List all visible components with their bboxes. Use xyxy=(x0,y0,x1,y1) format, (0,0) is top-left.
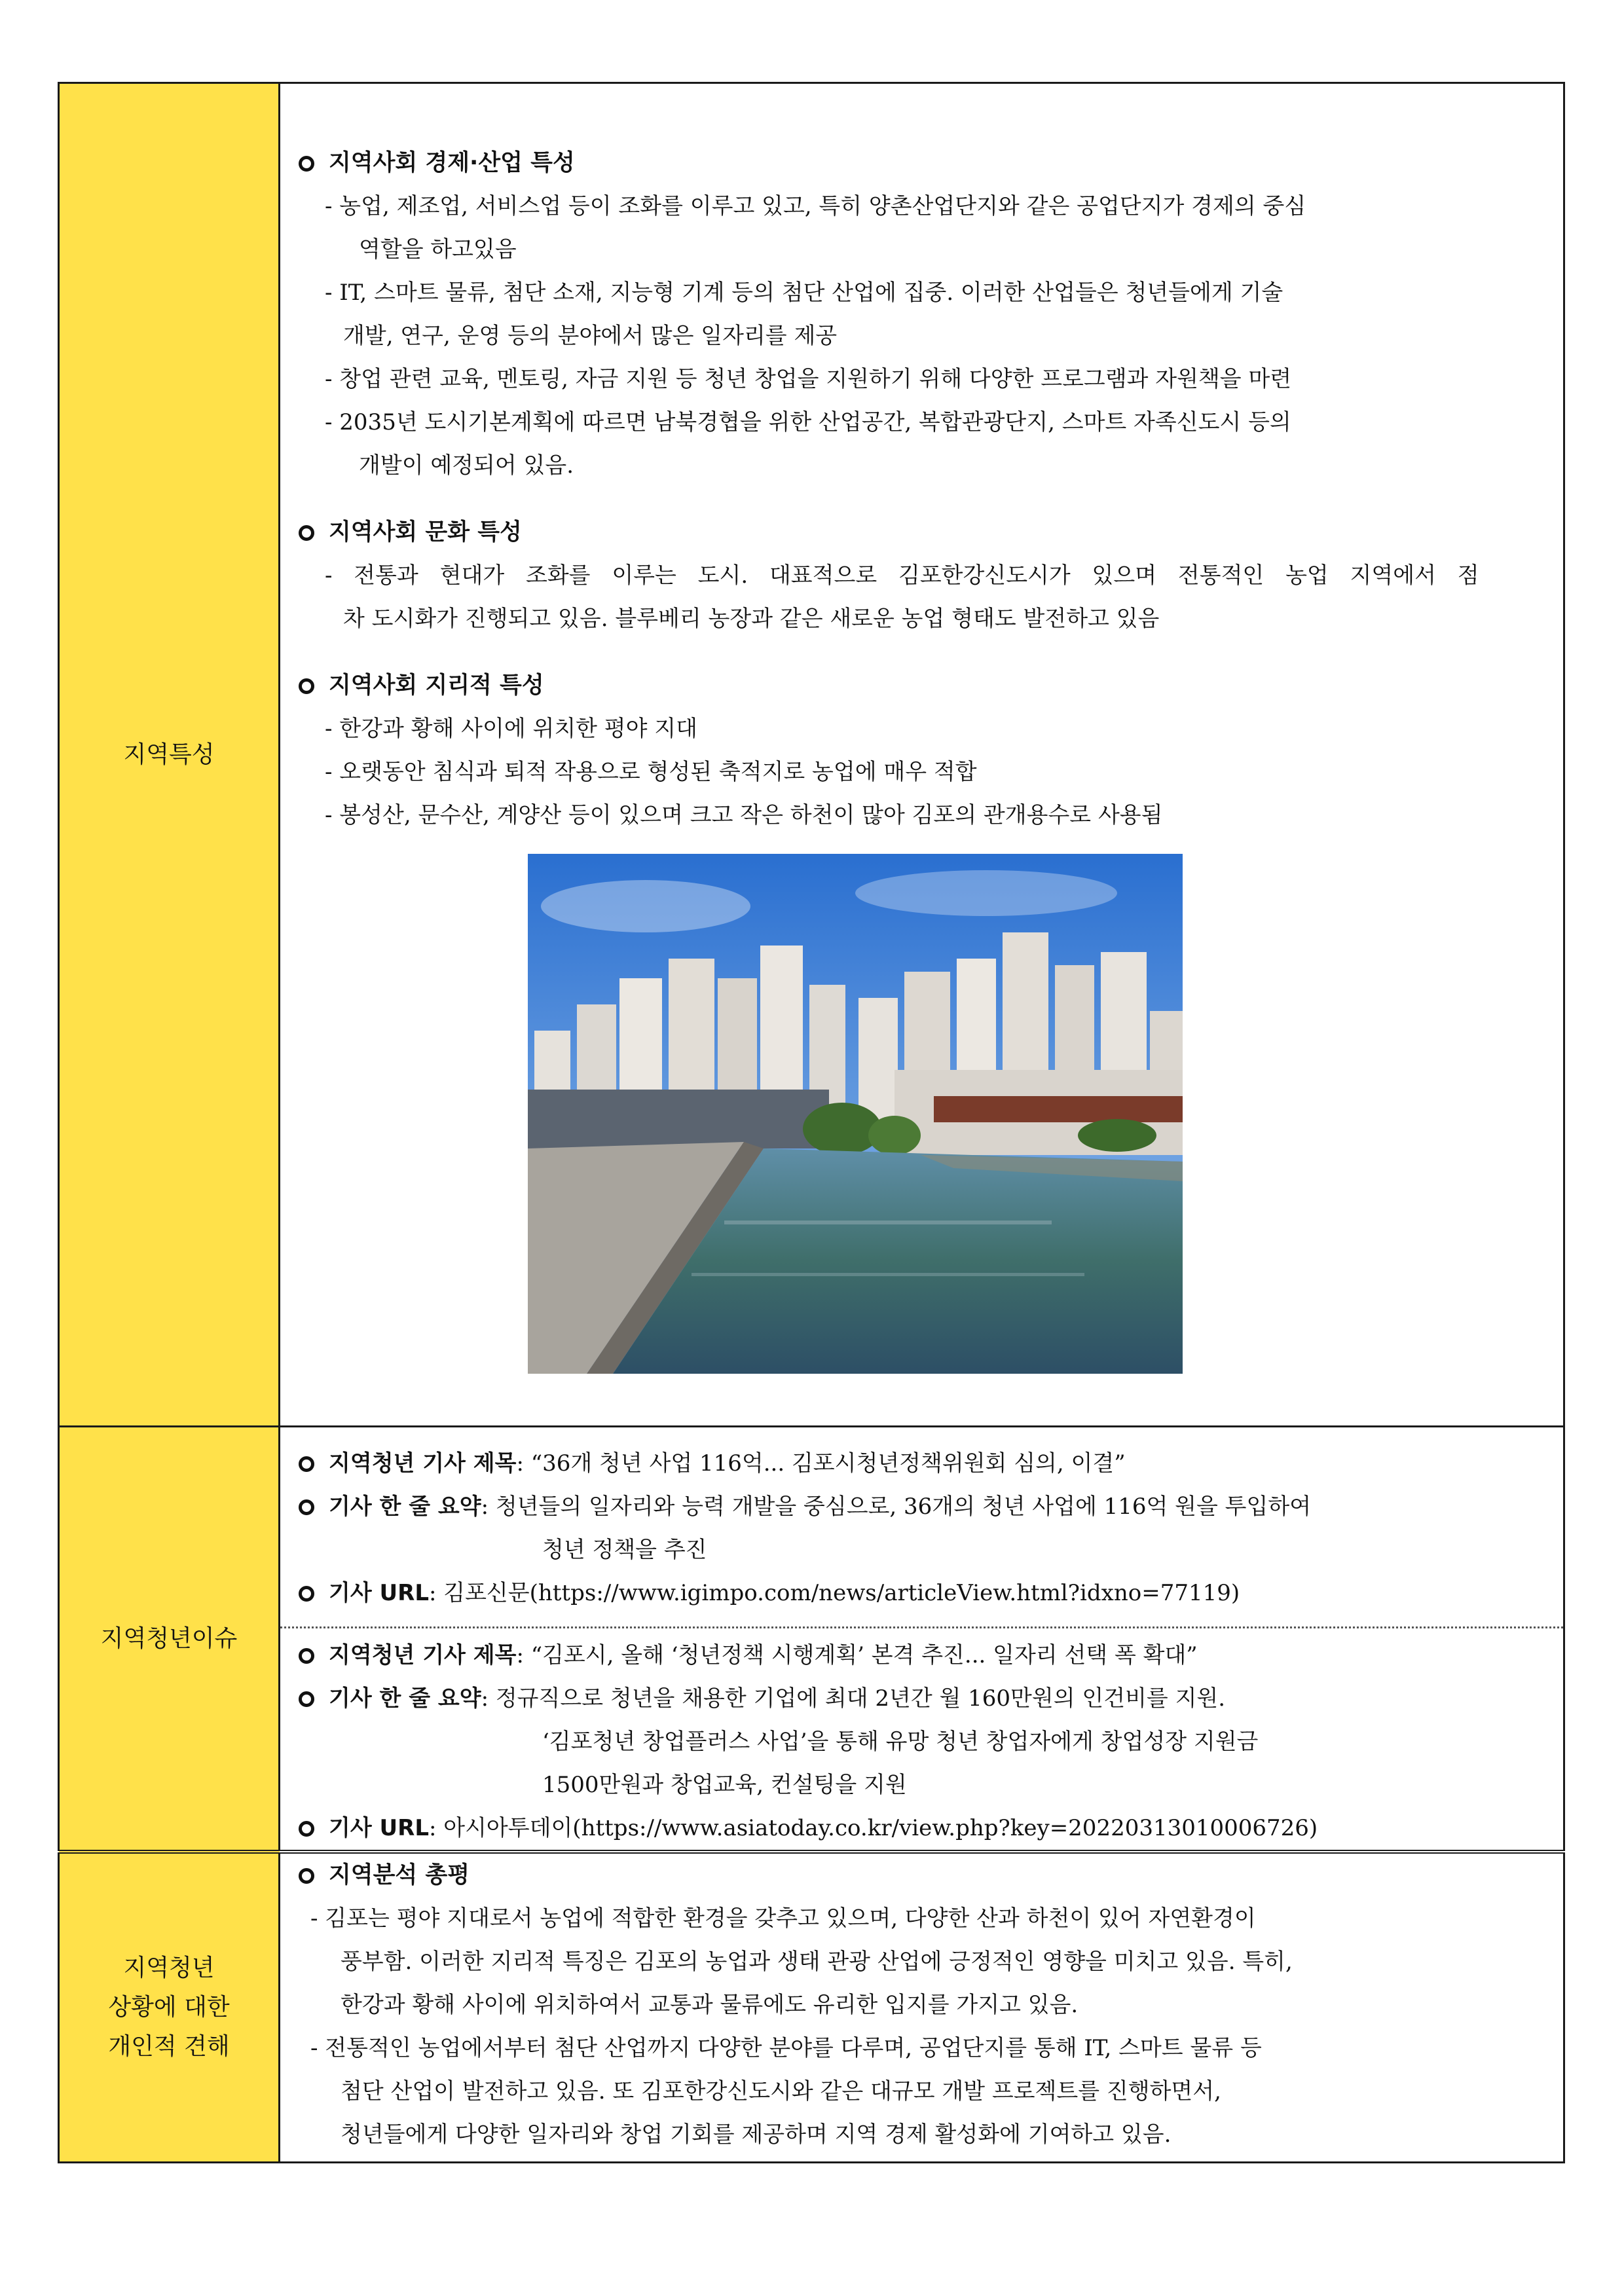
document xyxy=(58,82,1565,2163)
label-youth-issues: 지역청년이슈 xyxy=(59,1427,280,1852)
bullet-circle-icon xyxy=(299,525,314,541)
bullet-circle-icon xyxy=(299,1648,314,1664)
economy-line: - 창업 관련 교육, 멘토링, 자금 지원 등 청년 창업을 지원하기 위해 다양한 프로그램과 자원책을 마련 xyxy=(325,366,1292,392)
geography-line: - 한강과 황해 사이에 위치한 평야 지대 xyxy=(325,716,697,742)
summary-line: - 김포는 평야 지대로서 농업에 적합한 환경을 갖추고 있으며, 다양한 산과 하천이 있어 자연환경이 xyxy=(310,1905,1256,1932)
youth-issues-content xyxy=(280,1427,1564,1852)
summary-line: 풍부함. 이러한 지리적 특징은 김포의 농업과 생태 관광 산업에 긍정적인 영향을 미치고 있음. 특히, xyxy=(341,1949,1293,1975)
summary-line: 청년들에게 다양한 일자리와 창업 기회를 제공하며 지역 경제 활성화에 기여하고 있음. xyxy=(341,2121,1172,2148)
bullet-circle-icon xyxy=(299,1821,314,1837)
bullet-circle-icon xyxy=(299,1868,314,1884)
geography-title: 지역사회 지리적 특성 xyxy=(299,664,1550,707)
article2-summary-cont: ‘김포청년 창업플러스 사업’을 통해 유망 청년 창업자에게 창업성장 지원금 xyxy=(542,1729,1259,1755)
bullet-circle-icon xyxy=(299,1456,314,1472)
culture-line: - 전통과 현대가 조화를 이루는 도시. 대표적으로 김포한강신도시가 있으며 전통적인 농업 지역에서 점 xyxy=(325,562,1479,589)
region-report-table xyxy=(58,82,1565,2163)
article1-summary-cont: 청년 정책을 추진 xyxy=(542,1537,707,1563)
summary-title: 지역분석 총평 xyxy=(299,1854,1550,1897)
label-personal-opinion: 지역청년 상황에 대한 개인적 견해 xyxy=(59,1852,280,2163)
culture-title: 지역사회 문화 특성 xyxy=(299,511,1550,554)
summary-line: 한강과 황해 사이에 위치하여서 교통과 물류에도 유리한 입지를 가지고 있음. xyxy=(341,1992,1079,2018)
bullet-circle-icon xyxy=(299,1499,314,1515)
economy-line: - 2035년 도시기본계획에 따르면 남북경협을 위한 산업공간, 복합관광단지, 스마트 자족신도시 등의 xyxy=(325,409,1291,435)
article2-url[interactable]: 기사 URL: 아시아투데이(https://www.asiatoday.co.kr/view.php?key=20220313010006726) xyxy=(299,1807,1550,1850)
bullet-circle-icon xyxy=(299,156,314,172)
summary-line: 첨단 산업이 발전하고 있음. 또 김포한강신도시와 같은 대규모 개발 프로젝트를 진행하면서, xyxy=(341,2078,1221,2104)
bullet-circle-icon xyxy=(299,1586,314,1602)
bullet-circle-icon xyxy=(299,1691,314,1707)
label-region-characteristics: 지역특성 xyxy=(59,83,280,1427)
summary-line: - 전통적인 농업에서부터 첨단 산업까지 다양한 분야를 다루며, 공업단지를 통해 IT, 스마트 물류 등 xyxy=(310,2035,1262,2061)
personal-opinion-content xyxy=(280,1852,1564,2163)
economy-title: 지역사회 경제·산업 특성 xyxy=(299,141,1550,185)
bullet-circle-icon xyxy=(299,678,314,694)
article2-summary: 기사 한 줄 요약: 정규직으로 청년을 채용한 기업에 최대 2년간 월 160만원의 인건비를 지원. xyxy=(299,1677,1550,1720)
article1-summary: 기사 한 줄 요약: 청년들의 일자리와 능력 개발을 중심으로, 36개의 청년 사업에 116억 원을 투입하여 xyxy=(299,1485,1550,1528)
region-characteristics-content xyxy=(280,83,1564,1427)
article1-url[interactable]: 기사 URL: 김포신문(https://www.igimpo.com/news/articleView.html?idxno=77119) xyxy=(299,1571,1550,1615)
geography-line: - 오랫동안 침식과 퇴적 작용으로 형성된 축적지로 농업에 매우 적합 xyxy=(325,759,977,785)
article2-title: 지역청년 기사 제목: “김포시, 올해 ‘청년정책 시행계획’ 본격 추진... 일자리 선택 폭 확대” xyxy=(299,1634,1550,1677)
article2-summary-cont: 1500만원과 창업교육, 컨설팅을 지원 xyxy=(542,1772,907,1798)
economy-line: 역할을 하고있음 xyxy=(359,236,517,263)
economy-line: - 농업, 제조업, 서비스업 등이 조화를 이루고 있고, 특히 양촌산업단지와 같은 공업단지가 경제의 중심 xyxy=(325,193,1306,219)
economy-line: 개발, 연구, 운영 등의 분야에서 많은 일자리를 제공 xyxy=(343,323,838,349)
gimpo-canal-photo xyxy=(528,854,1183,1374)
economy-line: 개발이 예정되어 있음. xyxy=(359,452,574,479)
culture-line: 차 도시화가 진행되고 있음. 블루베리 농장과 같은 새로운 농업 형태도 발전하고 있음 xyxy=(343,606,1160,632)
economy-line: - IT, 스마트 물류, 첨단 소재, 지능형 기계 등의 첨단 산업에 집중. 이러한 산업들은 청년들에게 기술 xyxy=(325,280,1283,306)
geography-line: - 봉성산, 문수산, 계양산 등이 있으며 크고 작은 하천이 많아 김포의 관개용수로 사용됨 xyxy=(325,802,1163,828)
article1-title: 지역청년 기사 제목: “36개 청년 사업 116억... 김포시청년정책위원회 심의, 이결” xyxy=(299,1442,1550,1485)
